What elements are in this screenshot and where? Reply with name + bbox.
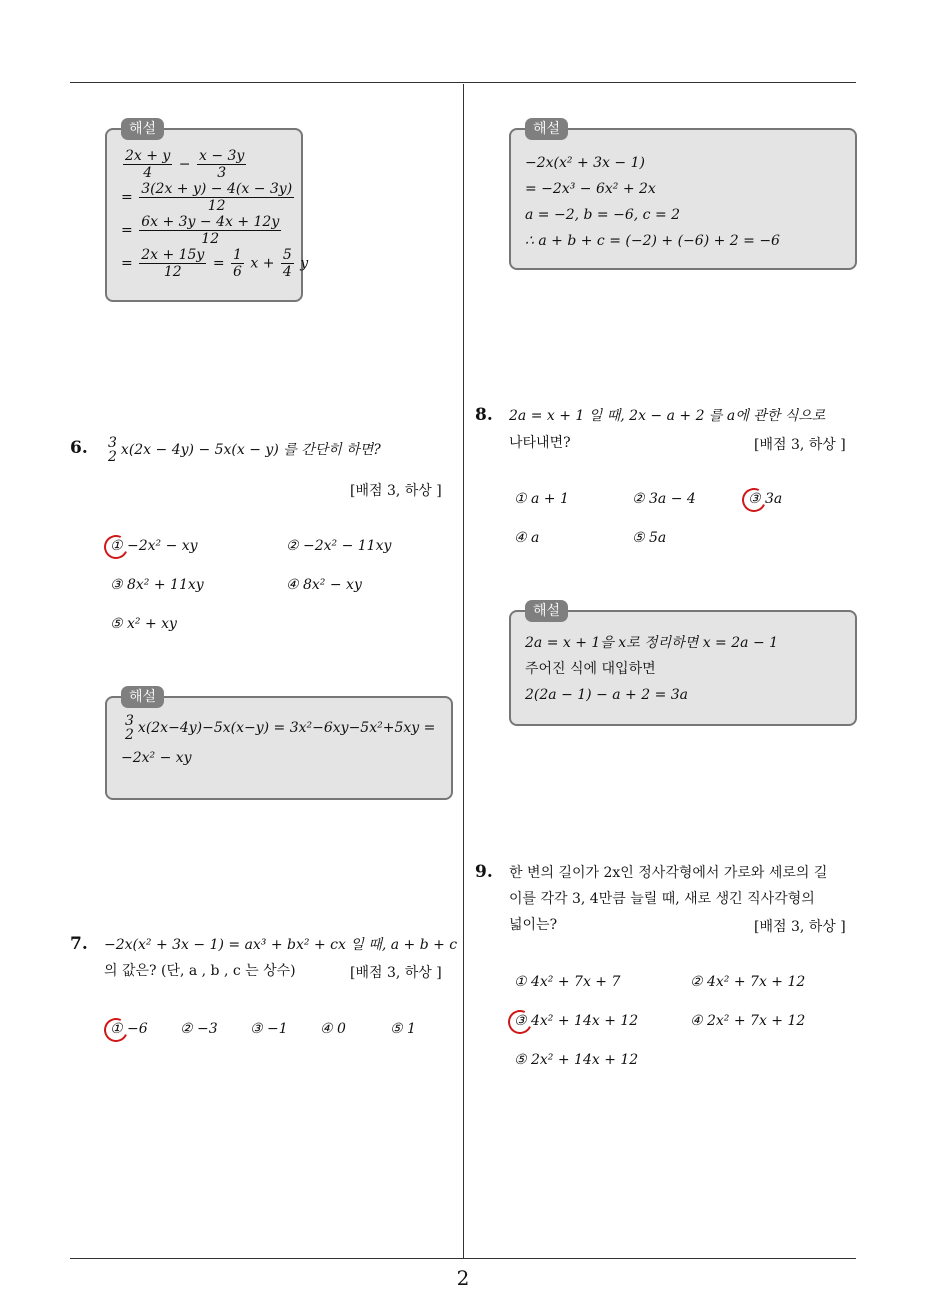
answer-mark-circle [505, 1007, 536, 1038]
solution-tag: 해설 [121, 118, 164, 140]
solution-line: 2(2a − 1) − a + 2 = 3a [525, 687, 689, 703]
answer-option[interactable]: ⑤ 5a [632, 530, 667, 546]
answer-option[interactable]: ② 3a − 4 [632, 491, 696, 507]
answer-option[interactable]: ① a + 1 [514, 491, 569, 507]
solution-line: 2a = x + 1을 x로 정리하면 x = 2a − 1 [525, 635, 779, 651]
answer-option[interactable]: ⑤ 2x² + 14x + 12 [514, 1052, 639, 1068]
bottom-rule [70, 1258, 856, 1259]
solution-line: 3 2 x(2x−4y)−5x(x−y) = 3x²−6xy−5x²+5xy = [125, 713, 436, 743]
question-text: 넓이는? [509, 917, 558, 933]
solution-line: 주어진 식에 대입하면 [525, 661, 656, 677]
solution-line: $\frac{2x + y}{4}$ − $\frac{x - 3y}{3}$ [125, 148, 245, 181]
question-number: 7. [70, 934, 88, 954]
answer-option[interactable]: ⑤ 1 [390, 1021, 416, 1037]
answer-option[interactable]: ④ 8x² − xy [286, 577, 362, 593]
solution-line: = $\frac{6x + 3y - 4x + 12y}{12}$ [121, 214, 280, 247]
answer-option[interactable]: ③ 4x² + 14x + 12 [514, 1013, 639, 1029]
answer-option[interactable]: ① −6 [110, 1021, 148, 1037]
answer-option[interactable]: ④ 2x² + 7x + 12 [690, 1013, 806, 1029]
answer-option[interactable]: ① 4x² + 7x + 7 [514, 974, 621, 990]
solution-line: = $\frac{3(2x + y) - 4(x - 3y)}{12}$ [121, 181, 293, 214]
solution-box-q7 [509, 121, 857, 270]
question-text: 의 값은? (단, a , b , c 는 상수) [104, 963, 296, 979]
answer-mark-circle [739, 485, 770, 516]
question-meta: [배점 3, 하상 ] [754, 919, 846, 935]
answer-option[interactable]: ② 4x² + 7x + 12 [690, 974, 806, 990]
answer-option[interactable]: ④ a [514, 530, 540, 546]
answer-option[interactable]: ④ 0 [320, 1021, 346, 1037]
answer-mark-circle [101, 532, 132, 563]
solution-line: = −2x³ − 6x² + 2x [525, 181, 656, 197]
solution-line: = $\frac{2x + 15y}{12}$ = $\frac{1}{6}$ x + $\frac{5}{4}$ y [121, 247, 309, 280]
answer-option[interactable]: ② −3 [180, 1021, 218, 1037]
solution-line: −2x² − xy [121, 750, 192, 766]
question-text: 나타내면? [509, 435, 571, 451]
question-text: 한 변의 길이가 2x인 정사각형에서 가로와 세로의 길 [509, 865, 828, 881]
solution-tag: 해설 [121, 686, 164, 708]
top-rule [70, 82, 856, 83]
answer-option[interactable]: ③ 8x² + 11xy [110, 577, 204, 593]
solution-box-q5 [105, 121, 309, 302]
answer-mark-circle [101, 1015, 132, 1046]
solution-tag: 해설 [525, 118, 568, 140]
answer-option[interactable]: ① −2x² − xy [110, 538, 198, 554]
answer-option[interactable]: ⑤ x² + xy [110, 616, 177, 632]
question-text: 2a = x + 1 일 때, 2x − a + 2 를 a에 관한 식으로 [509, 408, 826, 424]
solution-line: ∴ a + b + c = (−2) + (−6) + 2 = −6 [525, 233, 780, 249]
solution-line: a = −2, b = −6, c = 2 [525, 207, 681, 223]
question-meta: [배점 3, 하상 ] [350, 965, 442, 981]
question-meta: [배점 3, 하상 ] [350, 483, 442, 499]
question-text: 이를 각각 3, 4만큼 늘릴 때, 새로 생긴 직사각형의 [509, 891, 815, 907]
answer-option[interactable]: ③ 3a [748, 491, 783, 507]
question-text: 3 2 x(2x − 4y) − 5x(x − y) 를 간단히 하면? [108, 435, 381, 465]
solution-box-q6 [105, 689, 453, 800]
column-divider [463, 84, 464, 1259]
answer-option[interactable]: ② −2x² − 11xy [286, 538, 392, 554]
question-meta: [배점 3, 하상 ] [754, 437, 846, 453]
solution-box-q8 [509, 603, 857, 726]
answer-option[interactable]: ③ −1 [250, 1021, 288, 1037]
question-number: 6. [70, 438, 88, 458]
solution-tag: 해설 [525, 600, 568, 622]
question-number: 9. [475, 862, 493, 882]
page-number: 2 [456, 1266, 470, 1290]
question-number: 8. [475, 405, 493, 425]
question-text: −2x(x² + 3x − 1) = ax³ + bx² + cx 일 때, a + b + c [104, 937, 458, 953]
solution-line: −2x(x² + 3x − 1) [525, 155, 645, 171]
